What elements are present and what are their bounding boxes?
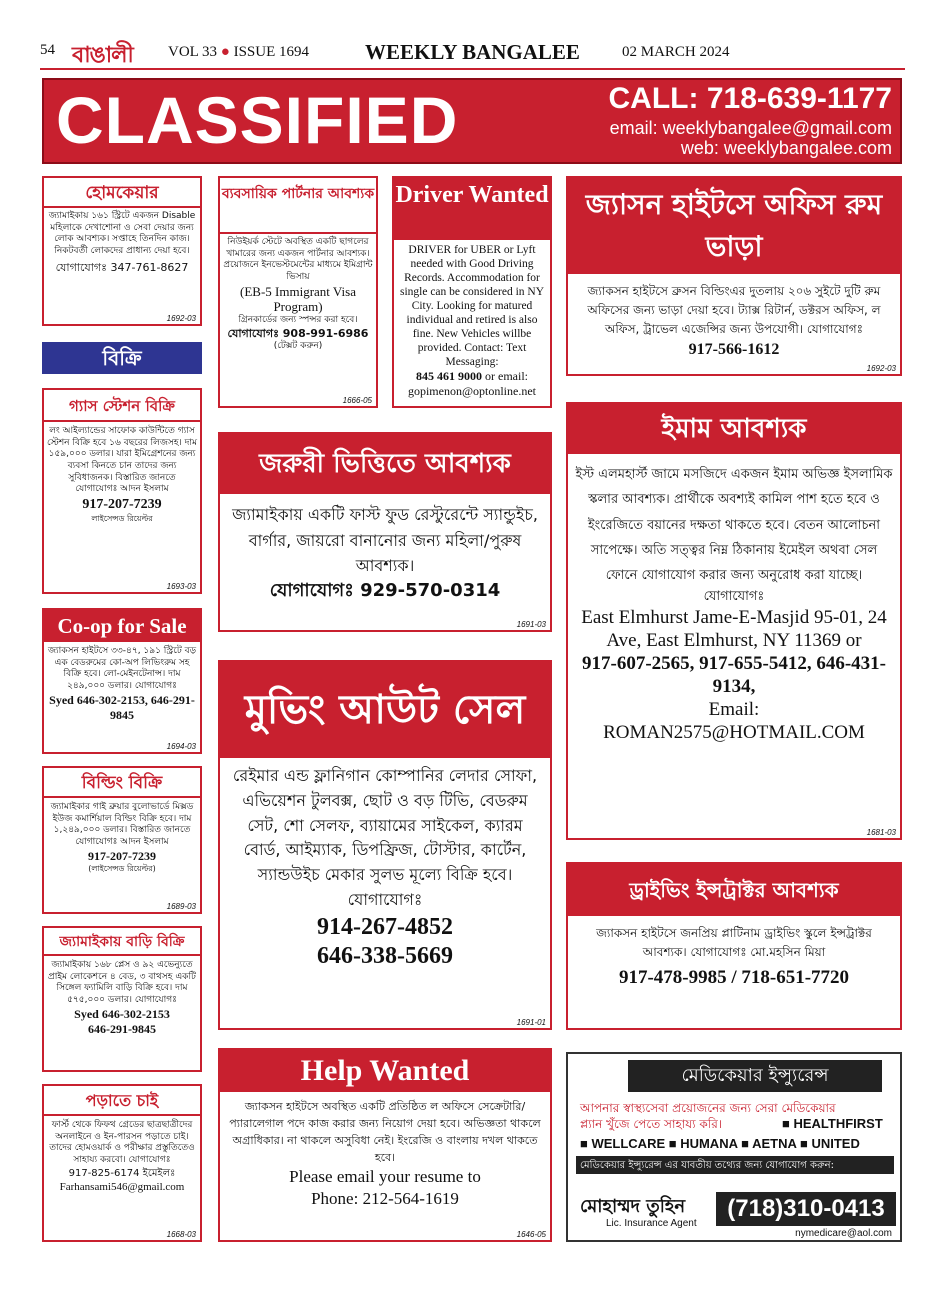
ad-phone: Syed 646-302-2153	[74, 1006, 170, 1021]
ad-email-text: Please email your resume to	[289, 1167, 481, 1187]
ad-code: 1681-03	[866, 828, 896, 837]
ad-body: ফার্স্ট থেকে ফিফথ গ্রেডের ছাত্রছাত্রীদের অনলাইনে ও ইন-পারসন পড়াতে চাই। তাদের হোমওয়ার্ক ও পরীক্ষার প্রস্তুতিতেও সাহায্য করবো। যোগাযোগঃ	[49, 1120, 195, 1166]
ad-code: 1691-01	[516, 1018, 546, 1027]
ad-body: জ্যামাইকার গাই ব্রুয়ার বুলোভার্ডে মিক্সড ইউজ কমার্শিয়াল বিল্ডিং বিক্রি হবে। দাম ১,২৪৯,০০০ ডলার। বিস্তারিত জানতে যোগাযোগঃ আদন ইসলাম	[50, 802, 194, 848]
ad-phone-2: 646-291-9845	[88, 1022, 156, 1037]
ad-visa: (EB-5 Immigrant Visa Program)	[240, 283, 356, 315]
ad-email: Farhansami546@gmail.com	[59, 1180, 185, 1193]
ad-heading: মেডিকেয়ার ইন্স্যুরেন্স	[628, 1060, 882, 1092]
banner-title: CLASSIFIED	[56, 83, 459, 157]
banner-web: web: weeklybangalee.com	[680, 138, 892, 158]
ad-or-email: or email:	[485, 369, 528, 384]
carrier-healthfirst: ■ HEALTHFIRST	[782, 1116, 883, 1131]
ad-phones: 917-478-9985 / 718-651-7720	[618, 967, 850, 989]
ad-body: DRIVER for UBER or Lyft needed with Good Driving Records. Accommodation for single can be considered in NY City. Looking for matured individual and retired is also fine. New Vehicles willbe provided. Contact: Text Messaging:	[399, 244, 545, 369]
ad-phone: 917-825-6174 ইমেইলঃ	[68, 1167, 176, 1179]
ad-jamaica-house	[42, 926, 202, 1072]
ad-building-sale	[42, 766, 202, 914]
section-sale: বিক্রি	[42, 342, 202, 374]
ad-contact: যোগাযোগঃ 347-761-8627	[55, 260, 189, 274]
ad-phones: Syed 646-302-2153, 646-291-9845	[49, 692, 195, 723]
page-number: 54	[40, 42, 55, 58]
ad-heading: বিল্ডিং বিক্রি	[44, 768, 200, 798]
ad-phones: 917-607-2565, 917-655-5412, 646-431-9134,	[582, 652, 886, 698]
ad-phone-2: 646-338-5669	[317, 942, 453, 969]
ad-email: gopimenon@optonline.net	[407, 383, 537, 398]
ad-urgent-needed	[218, 432, 552, 632]
ad-business-partner	[218, 176, 378, 408]
ad-code: 1692-03	[866, 364, 896, 373]
ad-body: জ্যাকসন হাইটসে অবস্থিত একটি প্রতিষ্ঠিত ল অফিসে সেক্রেটারি/প্যারালেগাল পদে কাজ করার জন্য নিয়োগ দেয়া হবে। অভিজ্ঞতা থাকলে অগ্রাধিকার। না থাকলে অসুবিধা নেই। ইংরেজি ও বাংলায় দখল থাকতে হবে।	[229, 1100, 541, 1165]
ad-office-rent	[566, 176, 902, 376]
ad-line-1: আপনার স্বাস্থ্যসেবা প্রয়োজনের জন্য সেরা মেডিকেয়ার	[580, 1101, 836, 1115]
ad-heading: হোমকেয়ার	[44, 178, 200, 208]
ad-note: (লাইসেন্সড রিয়েল্টর)	[88, 864, 156, 874]
agent-title: Lic. Insurance Agent	[606, 1218, 697, 1229]
ad-phone: 917-207-7239	[82, 497, 162, 513]
ad-address: East Elmhurst Jame-E-Masjid 95-01, 24 Ave, East Elmhurst, NY 11369 or	[581, 606, 887, 651]
ad-code: 1694-03	[166, 742, 196, 751]
ad-driving-instructor	[566, 862, 902, 1030]
ad-body: জ্যামাইকায় একটি ফাস্ট ফুড রেস্টুরেন্টে স্যান্ডুইচ, বার্গার, জায়রো বানানোর জন্য মহিলা/পুরুষ আবশ্যক।	[232, 505, 538, 576]
ad-moving-sale	[218, 660, 552, 1030]
ad-imam-needed	[566, 402, 902, 840]
ad-contact: যোগাযোগঃ 908-991-6986	[227, 326, 369, 340]
ad-code: 1692-03	[166, 314, 196, 323]
ad-body: লং আইল্যান্ডের সাফোক কাউন্টিতে গ্যাস স্টেশন বিক্রি হবে ১৬ বছরের লিজসহ। দাম ১৫৯,০০০ ডলার। যারা ইমিগ্রেশনের জন্য ব্যবসা কিনতে চান তাদের জন্য সুবিধাজনক। বিস্তারিত জানতে যোগাযোগঃ আদন ইসলাম	[47, 426, 197, 495]
ad-phone: 845 461 9000	[416, 369, 482, 384]
ad-heading: জরুরী ভিত্তিতে আবশ্যক	[220, 434, 550, 494]
ad-driver-wanted	[392, 176, 552, 408]
ad-heading: ব্যবসায়িক পার্টনার আবশ্যক	[220, 178, 376, 234]
ad-heading: গ্যাস স্টেশন বিক্রি	[44, 390, 200, 422]
ad-email-label: Email:	[708, 699, 760, 721]
ad-help-wanted	[218, 1048, 552, 1242]
ad-coop-sale	[42, 608, 202, 754]
ad-code: 1693-03	[166, 582, 196, 591]
banner-email: email: weeklybangalee@gmail.com	[609, 118, 892, 138]
ad-body: জ্যাকসন হাইটসে ৩৩-৪৭, ১৯১ স্ট্রিটে বড় এক বেডরুমের কো-অপ লিভিংরুম সহ বিক্রি হবে। লো-মেইনটেনান্স। দাম ২৪৯,০০০ ডলার। যোগাযোগঃ	[47, 646, 197, 692]
agent-email: nymedicare@aol.com	[795, 1228, 892, 1239]
banner-call: CALL: 718-639-1177	[608, 82, 892, 115]
ad-heading: জ্যাসন হাইটসে অফিস রুম ভাড়া	[568, 178, 900, 274]
ad-body: জ্যাকসন হাইটসে ব্রুসন বিল্ডিংএর দুতলায় ২০৬ সুইটে দুটি রুম অফিসের জন্য ভাড়া দেয়া হবে। ট্যাক্স রিটার্ন, ডক্টরস অফিস, ল অফিস, ট্রাভেল এজেন্সির জন্য উপযোগী। যোগাযোগঃ	[587, 284, 881, 337]
agent-name: মোহাম্মদ তুহিন	[580, 1196, 686, 1217]
issue-date: 02 MARCH 2024	[622, 44, 730, 60]
ad-gas-station	[42, 388, 202, 594]
ad-heading: Help Wanted	[220, 1050, 550, 1092]
ad-homecare	[42, 176, 202, 326]
ad-body: ইস্ট এলমহার্স্ট জামে মসজিদে একজন ইমাম অভিজ্ঞ ইসলামিক স্কলার আবশ্যক। প্রার্থীকে অবশ্যই কামিল পাশ হতে হবে ও ইংরেজিতে বয়ানের দক্ষতা থাকতে হবে। বেতন আলোচনা সাপেক্ষে। অতি সত্ত্বর নিম্ন ঠিকানায় ইমেইল অথবা সেল ফোনে যোগাযোগ করার জন্য অনুরোধ করা যাচ্ছে।	[575, 467, 893, 584]
ad-heading: ইমাম আবশ্যক	[568, 404, 900, 454]
ad-body: রেইমার এন্ড ফ্লানিগান কোম্পানির লেদার সোফা, এভিয়েশন টুলবক্স, ছোট ও বড় টিভি, বেডরুম সেট, শো সেলফ, ব্যায়ামের সাইকেল, ক্যারম বোর্ড, আইম্যাক, ডিপফ্রিজ, টোস্টার, কার্টেন, স্যান্ডউইচ মেকার সুলভ মূল্যে বিক্রি হবে। যোগাযোগঃ	[232, 766, 538, 909]
ad-contact-label: যোগাযোগঃ	[703, 588, 765, 604]
ad-body: জ্যামাইকায় ১৬১ স্ট্রিটে একজন Disable মহিলাকে দেখাশোনা ও সেবা দেয়ার জন্য লোক আবশ্যক। সপ্তাহে তিনদিন কাজ। নিকটবর্তী লোকদের প্রাধান্য দেয়া হবে।	[48, 211, 196, 257]
ad-heading: Co-op for Sale	[44, 610, 200, 642]
ad-medicare	[566, 1052, 902, 1242]
ad-line-2: প্ল্যান খুঁজে পেতে সাহায্য করি।	[580, 1117, 723, 1131]
ad-body: জ্যামাইকায় ১৬৮ প্লেস ও ৯২ এভেন্যুতে প্রাইম লোকেশনে ৪ বেড, ৩ বাথসহ একটি সিঙ্গেল ফ্যামিলি বাড়ি বিক্রি হবে। দাম ৫৭৫,০০০ ডলার। যোগাযোগঃ	[48, 960, 196, 1006]
ad-heading: পড়াতে চাই	[44, 1086, 200, 1116]
ad-body: নিউইয়র্ক স্টেটে অবস্থিত একটি ছাগলের খামারের জন্য একজন পার্টনার আবশ্যক। প্রয়োজনে ইনভেস্টমেন্টের মাধ্যমে ইমিগ্রান্ট ভিসায়	[223, 237, 373, 283]
ad-tutor	[42, 1084, 202, 1242]
carrier-list: ■ WELLCARE ■ HUMANA ■ AETNA ■ UNITED	[580, 1136, 860, 1151]
publication-name: WEEKLY BANGALEE	[365, 40, 580, 64]
ad-note: লাইসেন্সড রিয়েল্টর	[91, 514, 153, 524]
ad-phone: 917-207-7239	[88, 848, 156, 863]
volume-issue: VOL 33 ● ISSUE 1694	[168, 44, 310, 60]
ad-code: 1668-03	[166, 1230, 196, 1239]
page-header	[40, 40, 905, 70]
ad-code: 1689-03	[166, 902, 196, 911]
publication-logo: বাঙালী	[72, 43, 133, 68]
ad-code: 1691-03	[516, 620, 546, 629]
ad-code: 1666-05	[342, 396, 372, 405]
agent-phone: (718)310-0413	[716, 1192, 896, 1226]
ad-email: ROMAN2575@HOTMAIL.COM	[603, 722, 865, 744]
ad-body: জ্যাকসন হাইটসে জনপ্রিয় প্লাটিনাম ড্রাইভিং স্কুলে ইন্সট্রাক্টর আবশ্যক। যোগাযোগঃ মো.মহসিন মিয়া	[596, 926, 872, 960]
ad-heading: ড্রাইভিং ইন্সট্রাক্টর আবশ্যক	[568, 864, 900, 916]
classified-banner	[42, 78, 902, 164]
ad-contact: যোগাযোগঃ 929-570-0314	[269, 579, 501, 601]
ad-note: (টেক্সট করুন)	[273, 340, 323, 351]
ad-heading: Driver Wanted	[394, 178, 550, 240]
ad-heading: মুভিং আউট সেল	[220, 662, 550, 758]
ad-line-3: মেডিকেয়ার ইন্স্যুরেন্স এর যাবতীয় তথ্যের জন্য যোগাযোগ করুন:	[580, 1160, 834, 1171]
ad-code: 1646-05	[516, 1230, 546, 1239]
ad-body-2: গ্রিনকার্ডের জন্য স্পন্সর করা হবে।	[238, 314, 358, 325]
ad-heading: জ্যামাইকায় বাড়ি বিক্রি	[44, 928, 200, 956]
ad-phone: 917-566-1612	[688, 340, 780, 358]
ad-phone-1: 914-267-4852	[317, 913, 453, 940]
ad-phone: Phone: 212-564-1619	[311, 1189, 459, 1209]
